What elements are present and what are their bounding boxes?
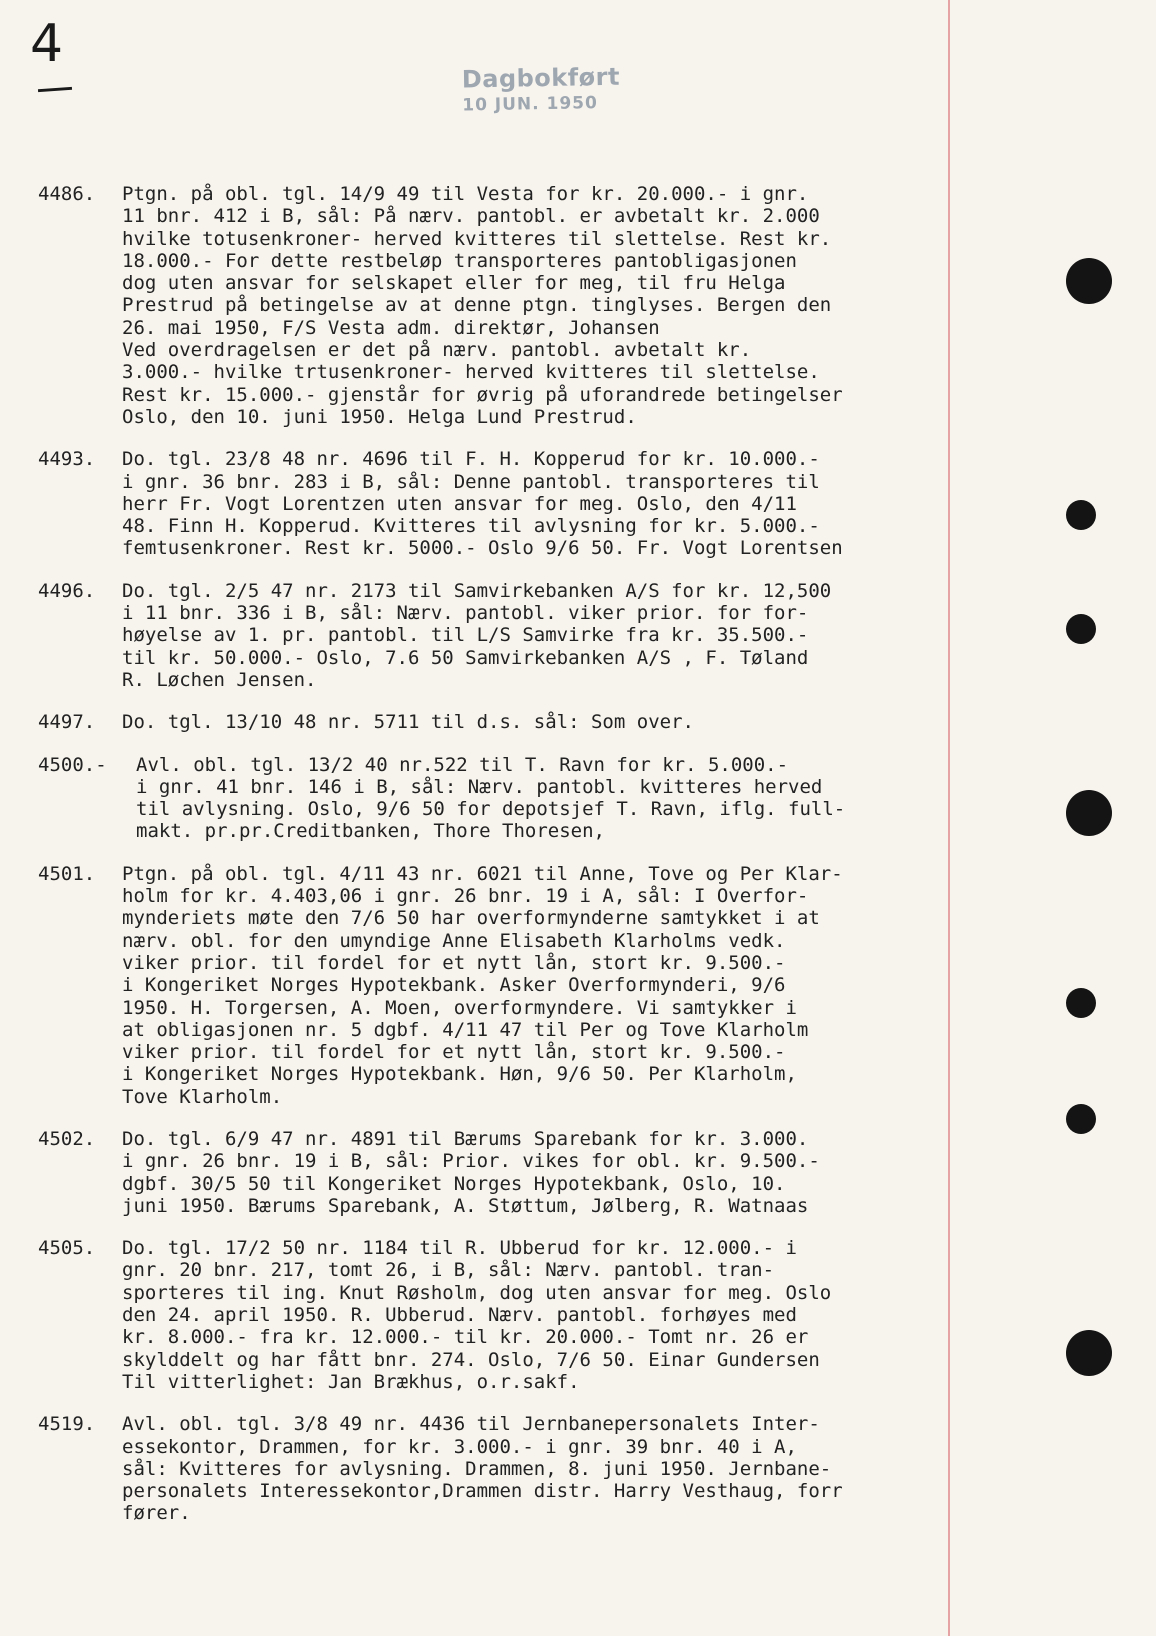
entry <box>38 1237 968 1393</box>
punch-hole-6 <box>1066 1104 1096 1134</box>
punch-hole-1 <box>1066 258 1112 304</box>
entry <box>38 863 968 1108</box>
entry-text: Do. tgl. 23/8 48 nr. 4696 til F. H. Kopperud for kr. 10.000.- i gnr. 36 bnr. 283 i B, sål: Denne pantobl. transporteres til herr Fr. Vogt Lorentzen uten ansvar for meg. Oslo, den 4/11 48. Finn H. Kopperud. Kvitteres til avlysning for kr. 5.000.- femtusenkroner. Rest kr. 5000.- Oslo 9/6 50. Fr. Vogt Lorentsen <box>122 448 843 560</box>
entry <box>38 754 968 843</box>
entry <box>38 1128 968 1217</box>
entry-number: 4493. <box>38 448 96 471</box>
punch-hole-3 <box>1066 614 1096 644</box>
entry <box>38 580 968 691</box>
entry-text: Ptgn. på obl. tgl. 14/9 49 til Vesta for kr. 20.000.- i gnr. 11 bnr. 412 i B, sål: På nærv. pantobl. er avbetalt kr. 2.000 hvilke totusenkroner- herved kvitteres til slettelse. Rest kr. 18.000.- For dette restbeløp transporteres pantobligasjonen dog uten ansvar for selskapet eller for meg, til fru Helga Prestrud på betingelse av at denne ptgn. tinglyses. Bergen den 26. mai 1950, F/S Vesta adm. direktør, Johansen Ved overdragelsen er det på nærv. pantobl. avbetalt kr. 3.000.- hvilke trtusenkroner- herved kvitteres til slettelse. Rest kr. 15.000.- gjenstår for øvrig på uforandrede betingelser Oslo, den 10. juni 1950. Helga Lund Prestrud. <box>122 183 843 428</box>
page-number: 4 <box>30 14 64 74</box>
entry-number: 4501. <box>38 862 96 885</box>
entry <box>38 711 968 733</box>
punch-hole-2 <box>1066 500 1096 530</box>
entry-number: 4502. <box>38 1127 96 1150</box>
punch-hole-5 <box>1066 988 1096 1018</box>
entry-number: 4500.- <box>38 753 107 776</box>
entry-list <box>38 183 968 1545</box>
entry-number: 4497. <box>38 711 96 734</box>
entry-text: Ptgn. på obl. tgl. 4/11 43 nr. 6021 til Anne, Tove og Per Klar- holm for kr. 4.403,06 i gnr. 26 bnr. 19 i A, sål: I Overfor- mynderiets møte den 7/6 50 har overformynderne samtykket i at nærv. obl. for den umyndige Anne Elisabeth Klarholms vedk. viker prior. til fordel for et nytt lån, stort kr. 9.500.- i Kongeriket Norges Hypotekbank. Asker Overformynderi, 9/6 1950. H. Torgersen, A. Moen, overformyndere. Vi samtykker i at obligasjonen nr. 5 dgbf. 4/11 47 til Per og Tove Klarholm viker prior. til fordel for et nytt lån, stort kr. 9.500.- i Kongeriket Norges Hypotekbank. Høn, 9/6 50. Per Klarholm, Tove Klarholm. <box>122 862 843 1108</box>
entry-number: 4486. <box>38 183 96 205</box>
entry-text: Avl. obl. tgl. 3/8 49 nr. 4436 til Jernbanepersonalets Inter- essekontor, Drammen, for kr. 3.000.- i gnr. 39 bnr. 40 i A, sål: Kvitteres for avlysning. Drammen, 8. juni 1950. Jernbane- personalets Interessekontor,Drammen distr. Harry Vesthaug, forr fører. <box>122 1413 843 1525</box>
entry <box>38 1413 968 1524</box>
entry-text: Do. tgl. 13/10 48 nr. 5711 til d.s. sål: Som over. <box>122 711 694 734</box>
entry-text: Do. tgl. 2/5 47 nr. 2173 til Samvirkebanken A/S for kr. 12,500 i 11 bnr. 336 i B, sål: Nærv. pantobl. viker prior. for for- høyelse av 1. pr. pantobl. til L/S Samvirke fra kr. 35.500.- til kr. 50.000.- Oslo, 7.6 50 Samvirkebanken A/S , F. Tøland R. Løchen Jensen. <box>122 579 832 691</box>
entry-number: 4505. <box>38 1237 96 1260</box>
punch-hole-7 <box>1066 1330 1112 1376</box>
stamp-date: 10 JUN. 1950 <box>462 93 599 116</box>
entry-number: 4519. <box>38 1413 96 1436</box>
date-stamp <box>462 63 633 116</box>
page-number-underline <box>38 87 72 92</box>
stamp-label: Dagbokført <box>461 62 621 94</box>
entry <box>38 448 968 559</box>
entry <box>38 183 968 428</box>
punch-hole-4 <box>1066 790 1112 836</box>
entry-text: Do. tgl. 6/9 47 nr. 4891 til Bærums Sparebank for kr. 3.000. i gnr. 26 bnr. 19 i B, sål: Prior. vikes for obl. kr. 9.500.- dgbf. 30/5 50 til Kongeriket Norges Hypotekbank, Oslo, 10. juni 1950. Bærums Sparebank, A. Støttum, Jølberg, R. Watnaas <box>122 1127 820 1217</box>
entry-number: 4496. <box>38 579 96 602</box>
entry-text: Avl. obl. tgl. 13/2 40 nr.522 til T. Ravn for kr. 5.000.- i gnr. 41 bnr. 146 i B, sål: Nærv. pantobl. kvitteres herved til avlysning. Oslo, 9/6 50 for depotsjef T. Ravn, iflg. full- makt. pr.pr.Creditbanken, Thore Thoresen, <box>136 753 846 843</box>
entry-text: Do. tgl. 17/2 50 nr. 1184 til R. Ubberud for kr. 12.000.- i gnr. 20 bnr. 217, tomt 26, i B, sål: Nærv. pantobl. tran- sporteres til ing. Knut Røsholm, dog uten ansvar for meg. Oslo den 24. april 1950. R. Ubberud. Nærv. pantobl. forhøyes med kr. 8.000.- fra kr. 12.000.- til kr. 20.000.- Tomt nr. 26 er skylddelt og har fått bnr. 274. Oslo, 7/6 50. Einar Gundersen Til vitterlighet: Jan Brækhus, o.r.sakf. <box>122 1237 832 1393</box>
